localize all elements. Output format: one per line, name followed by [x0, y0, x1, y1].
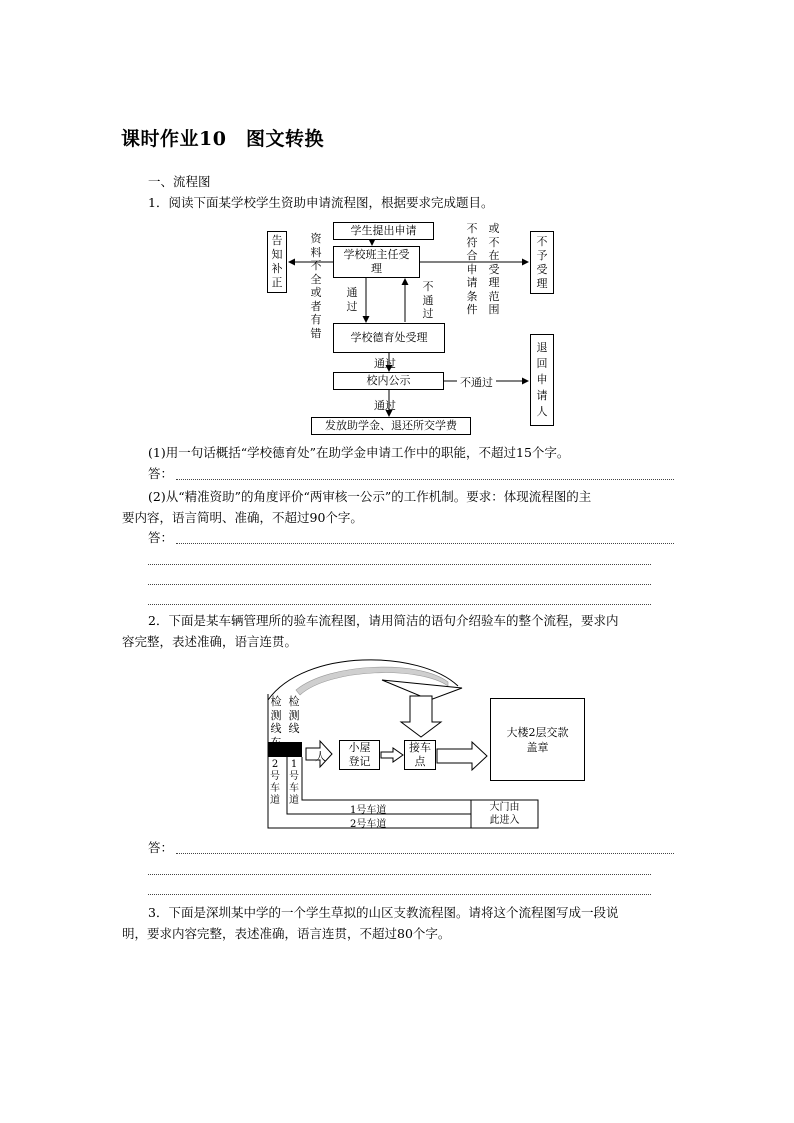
- label-lane2: 2号车道: [350, 819, 387, 830]
- question-2-line1: 2．下面是某车辆管理所的验车流程图，请用简洁的语句介绍验车的整个流程，要求内: [148, 613, 619, 628]
- label-lane2-vertical: 2号车道: [270, 759, 280, 806]
- node-apply: 学生提出申请: [333, 222, 434, 240]
- label-pass-1: 通过: [346, 286, 358, 313]
- node-class-teacher: 学校班主任受理: [333, 246, 420, 278]
- node-moral-office: 学校德育处受理: [333, 323, 445, 353]
- question-3-line2: 明，要求内容完整，表述准确，语言连贯，不超过80个字。: [122, 926, 451, 941]
- label-gate: 大门由此进入: [489, 802, 520, 826]
- label-pass-2: 通过: [374, 357, 396, 370]
- label-fail-1: 不通过: [422, 280, 434, 320]
- node-reject: 不予受理: [530, 231, 554, 294]
- question-1-sub1: (1)用一句话概括“学校德育处”在助学金申请工作中的职能，不超过15个字。: [148, 445, 570, 460]
- node-notify: 告知补正: [267, 231, 287, 293]
- node-return: 退回申请人: [530, 334, 554, 426]
- node-building: 大楼2层交款盖章: [490, 698, 585, 781]
- question-1-prompt: 1．阅读下面某学校学生资助申请流程图，根据要求完成题目。: [148, 195, 494, 210]
- page-title: 课时作业10 图文转换: [121, 128, 324, 150]
- node-register: 小屋登记: [339, 740, 380, 770]
- answer-line[interactable]: [148, 874, 651, 875]
- answer-line[interactable]: [148, 894, 651, 895]
- question-1-sub2-line1: (2)从“精准资助”的角度评价“两审核一公示”的工作机制。要求：体现流程图的主: [148, 489, 592, 504]
- label-line-car: 检测线车: [270, 695, 282, 749]
- label-incomplete: 资料不全或者有错: [310, 232, 322, 340]
- question-3-line1: 3．下面是深圳某中学的一个学生草拟的山区支教流程图。请将这个流程图写成一段说: [148, 905, 619, 920]
- node-pickup: 接车点: [404, 740, 436, 770]
- answer-label-3: 答：: [148, 840, 174, 855]
- node-release: 发放助学金、退还所交学费: [311, 417, 471, 435]
- label-out-of-scope: 或不在受理范围: [488, 222, 500, 316]
- question-1-sub2-line2: 要内容，语言简明、准确，不超过90个字。: [122, 510, 363, 525]
- label-fail-2: 不通过: [457, 374, 496, 390]
- label-line: 检测线: [288, 695, 300, 735]
- answer-label-1: 答：: [148, 466, 174, 481]
- label-not-qualified: 不符合申请条件: [466, 222, 478, 316]
- answer-label-2: 答：: [148, 530, 174, 545]
- question-2-line2: 容完整，表述准确，语言连贯。: [122, 634, 298, 649]
- node-publicity: 校内公示: [333, 372, 444, 390]
- section-heading: 一、流程图: [148, 174, 211, 189]
- label-person: 人: [315, 750, 326, 763]
- label-lane1-vertical: 1号车道: [289, 759, 299, 806]
- answer-line[interactable]: [176, 853, 674, 854]
- label-pass-3: 通过: [374, 399, 396, 412]
- label-lane1: 1号车道: [350, 805, 387, 816]
